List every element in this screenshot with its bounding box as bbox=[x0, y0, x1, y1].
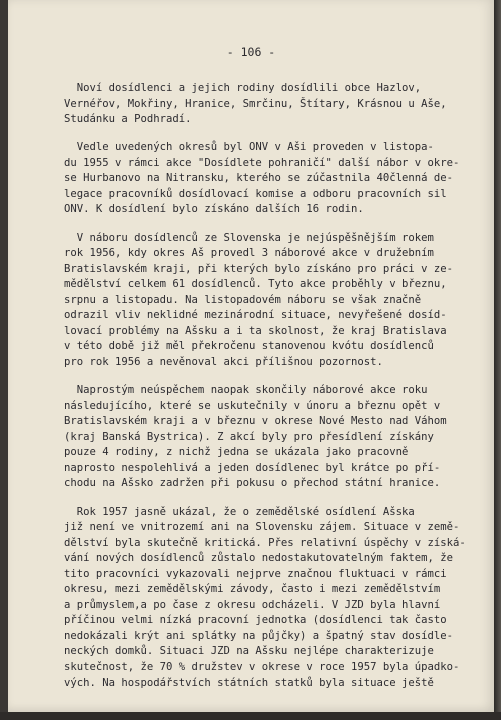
text-line: (kraj Banská Bystrica). Z akcí byly pro přesídlení získány bbox=[64, 430, 434, 443]
text-line: Studánku a Podhradí. bbox=[64, 113, 192, 126]
text-line: v této době již měl překročenu stanovenou kvótu dosídlenců bbox=[64, 340, 434, 353]
text-line: okresu, mezi zemědělskými závody, často i mezi zemědělstvím bbox=[64, 583, 441, 596]
text-line: Bratislavském kraji, při kterých bylo získáno pro práci v ze- bbox=[64, 262, 454, 275]
text-line: vých. Na hospodářstvích státních statků byla situace ještě bbox=[64, 676, 434, 689]
text-line: du 1955 v rámci akce "Dosídlete pohraničí" další nábor v okre- bbox=[64, 156, 460, 169]
scan-bottom-border bbox=[0, 712, 501, 720]
text-line: Noví dosídlenci a jejich rodiny dosídlili obce Hazlov, bbox=[64, 82, 422, 94]
text-line: nedokázali krýt ani splátky na půjčky) a špatný stav dosídle- bbox=[64, 629, 454, 642]
text-line: odrazil vliv neklidné mezinárodní situace, nevyřešené dosíd- bbox=[64, 309, 447, 322]
body-text bbox=[64, 81, 464, 704]
text-line: a průmyslem,a po čase z okresu odcházeli. V JZD byla hlavní bbox=[64, 598, 441, 611]
text-line: příčinou velmi nízká pracovní jednotka (dosídlenci tak často bbox=[64, 614, 447, 627]
text-line: pouze 4 rodiny, z nichž jedna se ukázala jako pracovně bbox=[64, 446, 409, 459]
text-line: Naprostým neúspěchem naopak skončily náborové akce roku bbox=[64, 384, 428, 397]
text-line: dělství byla skutečně kritická. Přes relativní úspěchy v získá- bbox=[64, 536, 466, 549]
text-line: srpnu a listopadu. Na listopadovém náboru se však značně bbox=[64, 293, 422, 306]
page-number: - 106 - bbox=[226, 45, 276, 59]
text-line: Rok 1957 jasně ukázal, že o zemědělské osídlení Ašska bbox=[64, 505, 415, 518]
document-page bbox=[8, 0, 494, 712]
text-line: rok 1956, kdy okres Aš provedl 3 náborové akce v družebním bbox=[64, 247, 434, 260]
text-line: se Hurbanovo na Nitransku, kterého se zúčastnila 40členná de- bbox=[64, 172, 454, 185]
text-line: legace pracovníků dosídlovací komise a odboru pracovních sil bbox=[64, 187, 447, 200]
text-line: V náboru dosídlenců ze Slovenska je nejúspěšnějším rokem bbox=[64, 231, 434, 244]
text-line: neckých domků. Situaci JZD na Ašsku nejlépe charakterizuje bbox=[64, 645, 434, 658]
text-line: skutečnost, že 70 % družstev v okrese v roce 1957 byla úpadko- bbox=[64, 660, 460, 673]
paragraph bbox=[64, 231, 464, 371]
text-line: lovací problémy na Ašsku a i ta skolnost, že kraj Bratislava bbox=[64, 324, 447, 337]
paragraph bbox=[64, 383, 464, 492]
paragraph bbox=[64, 505, 464, 692]
text-line: vání nových dosídlenců zůstalo nedostakutovatelným faktem, že bbox=[64, 552, 454, 565]
text-line: chodu na Ašsko zadržen při pokusu o přechod státní hranice. bbox=[64, 477, 441, 490]
text-line: mědělství celkem 61 dosídlenců. Tyto akce proběhly v březnu, bbox=[64, 278, 447, 291]
paragraph bbox=[64, 140, 464, 218]
text-line: tito pracovníci vykazovali nejprve značnou fluktuaci v rámci bbox=[64, 567, 447, 580]
text-line: následujícího, které se uskutečnily v únoru a březnu opět v bbox=[64, 399, 441, 412]
text-line: ONV. K dosídlení bylo získáno dalších 16 rodin. bbox=[64, 203, 364, 216]
text-line: Bratislavském kraji a v březnu v okrese Nové Mesto nad Váhom bbox=[64, 415, 447, 428]
text-line: Vernéřov, Mokřiny, Hranice, Smrčinu, Štítary, Krásnou u Aše, bbox=[64, 97, 447, 110]
text-line: pro rok 1956 a nevěnoval akci přílišnou pozornost. bbox=[64, 355, 383, 368]
text-line: již není ve vnitrozemí ani na Slovensku zájem. Situace v země- bbox=[64, 521, 460, 534]
page-edge-shadow bbox=[494, 0, 501, 720]
text-line: naprosto nespolehlivá a jeden dosídlenec byl krátce po pří- bbox=[64, 461, 441, 474]
text-line: Vedle uvedených okresů byl ONV v Aši proveden v listopa- bbox=[64, 141, 434, 154]
paragraph bbox=[64, 81, 464, 128]
